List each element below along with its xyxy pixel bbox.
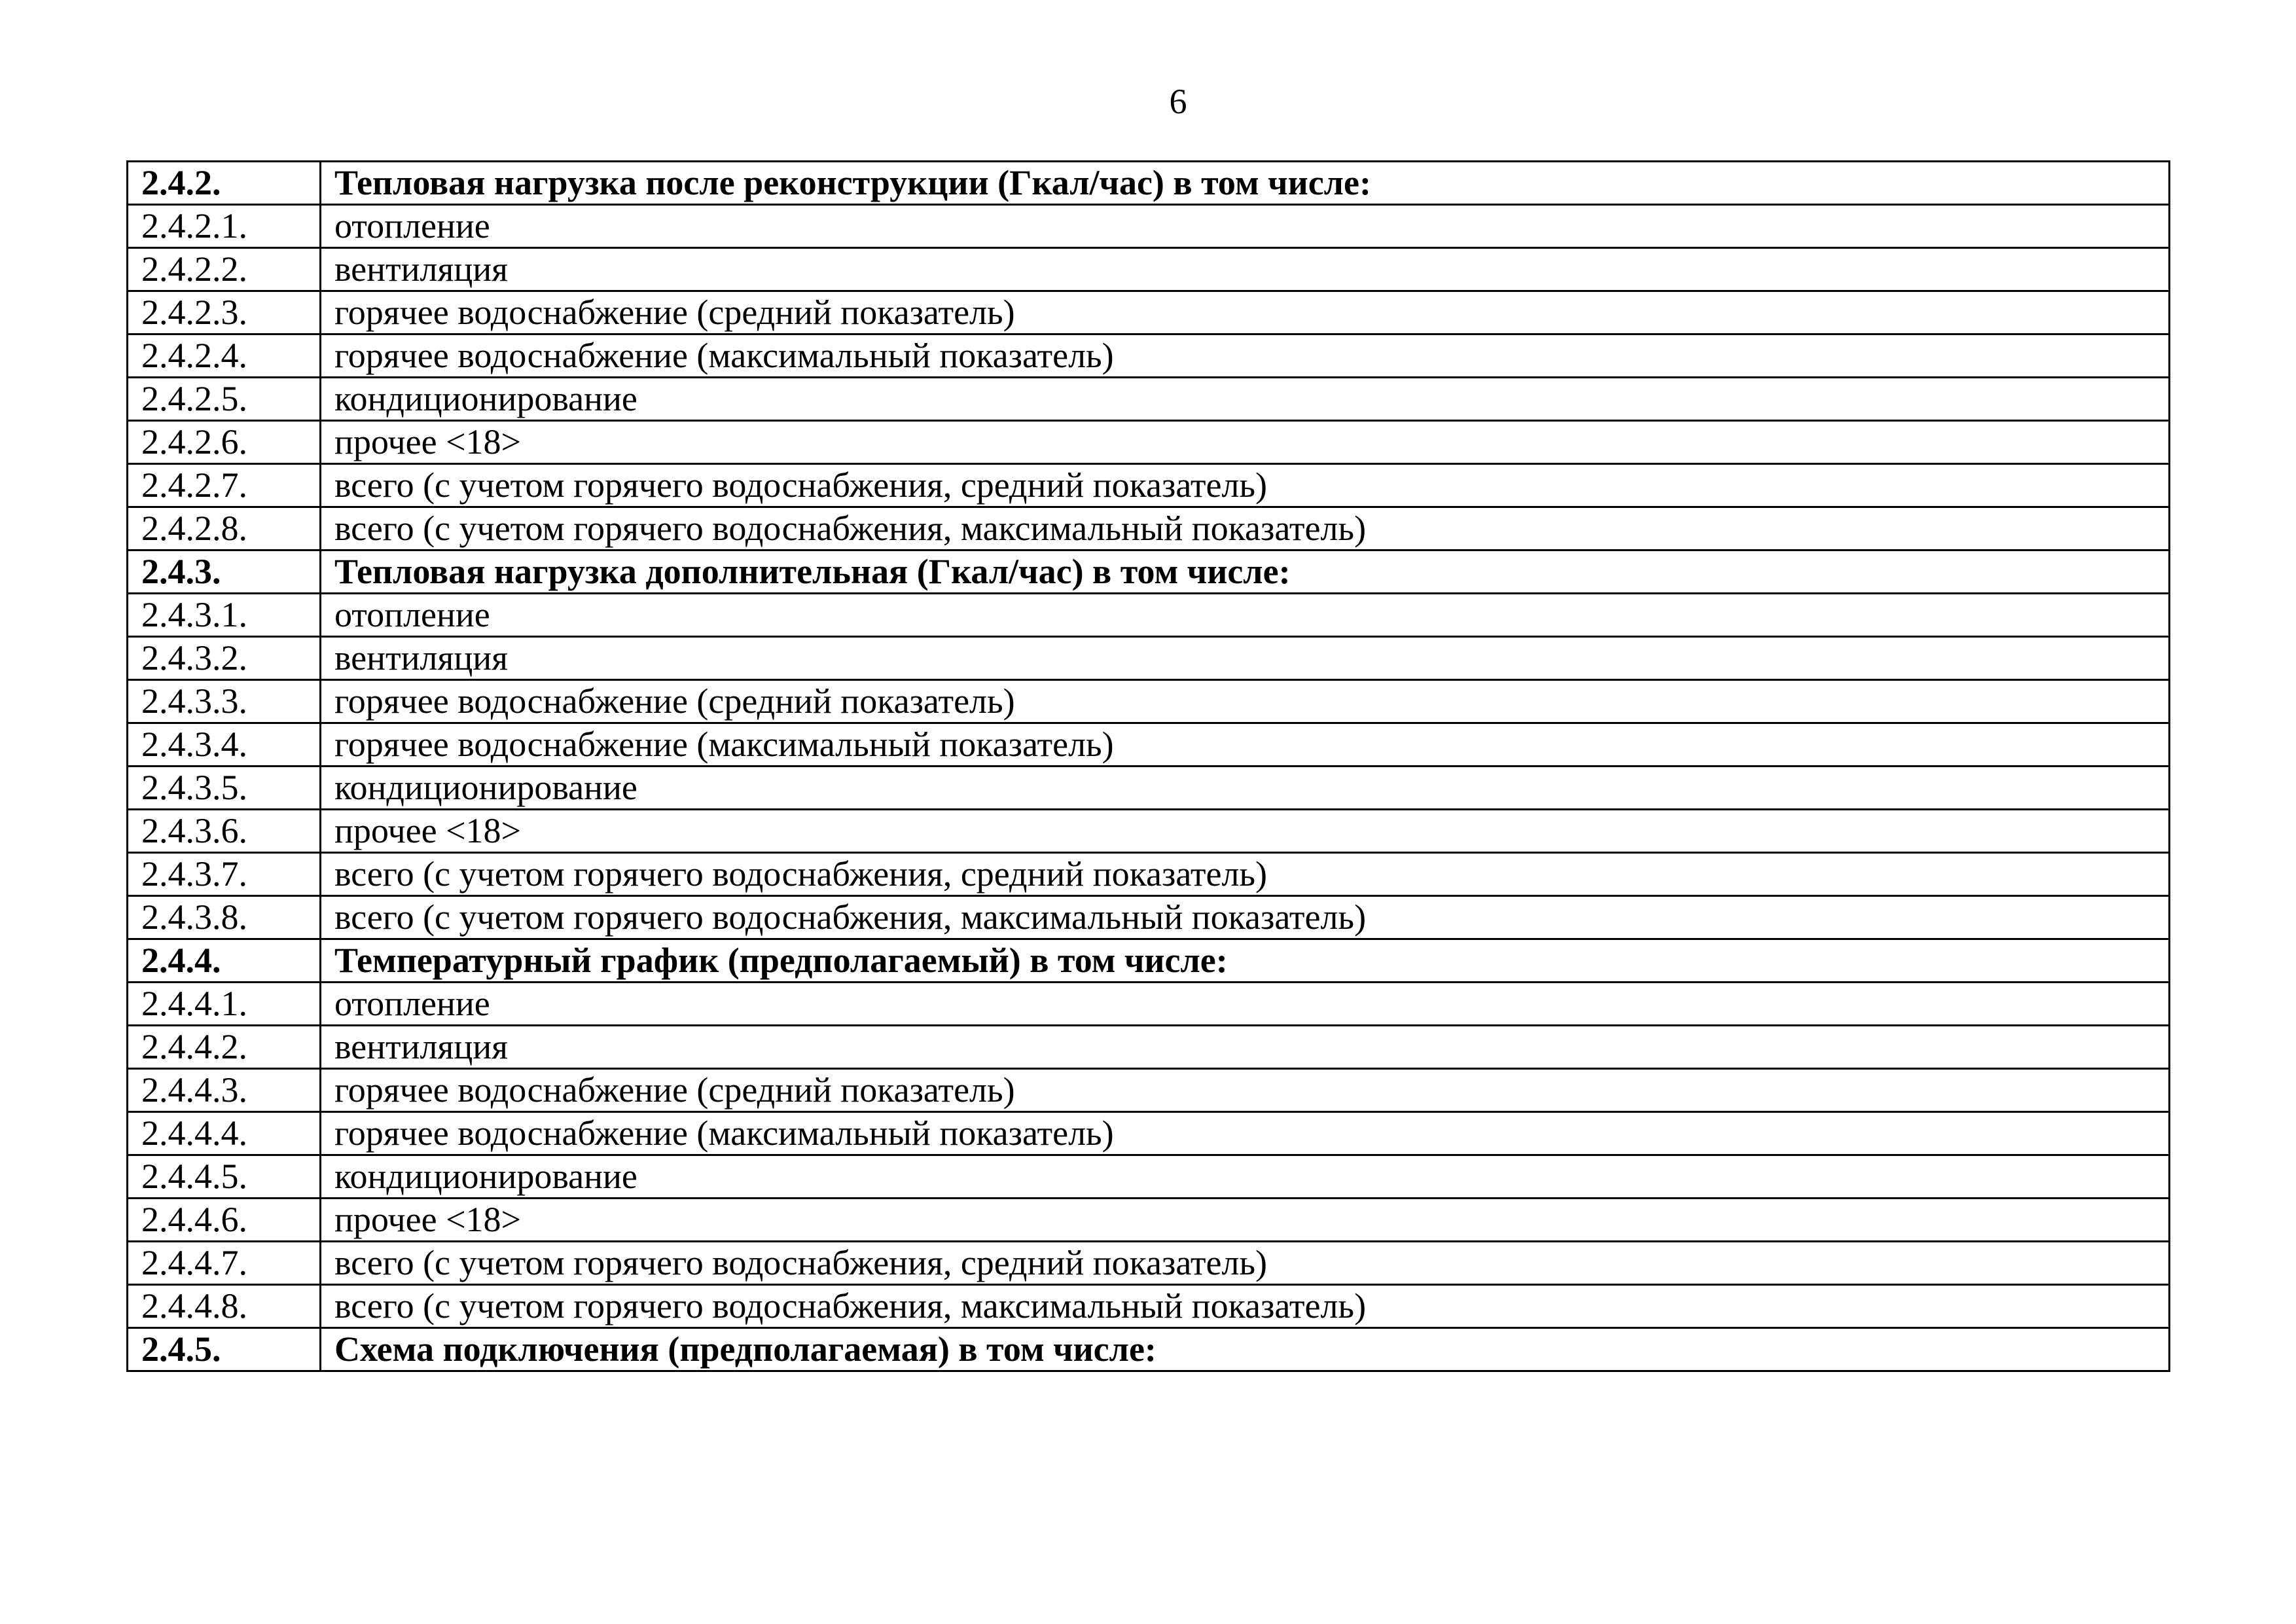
table-row bbox=[128, 1199, 2170, 1242]
row-description: горячее водоснабжение (средний показатель) bbox=[321, 680, 2170, 723]
row-number: 2.4.3.5. bbox=[128, 767, 321, 810]
table-row bbox=[128, 1155, 2170, 1199]
row-number: 2.4.4.8. bbox=[128, 1285, 321, 1328]
row-number: 2.4.2.7. bbox=[128, 464, 321, 507]
row-description: всего (с учетом горячего водоснабжения, средний показатель) bbox=[321, 853, 2170, 896]
section-header-row bbox=[128, 162, 2170, 205]
table-row bbox=[128, 507, 2170, 550]
table-row bbox=[128, 464, 2170, 507]
row-number: 2.4.2.2. bbox=[128, 248, 321, 291]
table-row bbox=[128, 723, 2170, 767]
row-description: всего (с учетом горячего водоснабжения, средний показатель) bbox=[321, 464, 2170, 507]
row-number: 2.4.5. bbox=[128, 1328, 321, 1371]
table-body bbox=[128, 162, 2170, 1371]
row-number: 2.4.3.4. bbox=[128, 723, 321, 767]
table-row bbox=[128, 291, 2170, 334]
row-number: 2.4.4.1. bbox=[128, 983, 321, 1026]
row-number: 2.4.2.8. bbox=[128, 507, 321, 550]
row-description: прочее <18> bbox=[321, 810, 2170, 853]
table-row bbox=[128, 1112, 2170, 1155]
row-description: кондиционирование bbox=[321, 378, 2170, 421]
table-row bbox=[128, 637, 2170, 680]
row-description: прочее <18> bbox=[321, 1199, 2170, 1242]
section-header-row bbox=[128, 1328, 2170, 1371]
row-description: всего (с учетом горячего водоснабжения, максимальный показатель) bbox=[321, 507, 2170, 550]
row-description: всего (с учетом горячего водоснабжения, средний показатель) bbox=[321, 1242, 2170, 1285]
row-description: горячее водоснабжение (средний показатель) bbox=[321, 291, 2170, 334]
row-number: 2.4.4.6. bbox=[128, 1199, 321, 1242]
row-description: отопление bbox=[321, 983, 2170, 1026]
row-number: 2.4.4. bbox=[128, 939, 321, 983]
row-number: 2.4.2.5. bbox=[128, 378, 321, 421]
row-description: вентиляция bbox=[321, 248, 2170, 291]
row-description: отопление bbox=[321, 594, 2170, 637]
row-description: Тепловая нагрузка дополнительная (Гкал/час) в том числе: bbox=[321, 550, 2170, 594]
form-table bbox=[126, 160, 2170, 1372]
section-header-row bbox=[128, 939, 2170, 983]
row-description: всего (с учетом горячего водоснабжения, максимальный показатель) bbox=[321, 1285, 2170, 1328]
row-number: 2.4.3.2. bbox=[128, 637, 321, 680]
row-description: горячее водоснабжение (максимальный показатель) bbox=[321, 723, 2170, 767]
table-row bbox=[128, 378, 2170, 421]
row-description: Температурный график (предполагаемый) в том числе: bbox=[321, 939, 2170, 983]
row-number: 2.4.3.1. bbox=[128, 594, 321, 637]
row-description: горячее водоснабжение (средний показатель) bbox=[321, 1069, 2170, 1112]
row-description: горячее водоснабжение (максимальный показатель) bbox=[321, 1112, 2170, 1155]
row-number: 2.4.4.2. bbox=[128, 1026, 321, 1069]
table-row bbox=[128, 594, 2170, 637]
table-row bbox=[128, 1242, 2170, 1285]
row-description: кондиционирование bbox=[321, 767, 2170, 810]
row-number: 2.4.4.3. bbox=[128, 1069, 321, 1112]
page-number: 6 bbox=[1169, 82, 1187, 121]
row-description: вентиляция bbox=[321, 637, 2170, 680]
row-description: отопление bbox=[321, 205, 2170, 248]
table-row bbox=[128, 767, 2170, 810]
row-description: Тепловая нагрузка после реконструкции (Гкал/час) в том числе: bbox=[321, 162, 2170, 205]
table-row bbox=[128, 1026, 2170, 1069]
row-number: 2.4.3. bbox=[128, 550, 321, 594]
row-number: 2.4.2.6. bbox=[128, 421, 321, 464]
row-number: 2.4.3.7. bbox=[128, 853, 321, 896]
row-description: прочее <18> bbox=[321, 421, 2170, 464]
row-number: 2.4.2.4. bbox=[128, 334, 321, 378]
section-header-row bbox=[128, 550, 2170, 594]
row-description: горячее водоснабжение (максимальный показатель) bbox=[321, 334, 2170, 378]
row-number: 2.4.3.6. bbox=[128, 810, 321, 853]
row-description: вентиляция bbox=[321, 1026, 2170, 1069]
row-description: Схема подключения (предполагаемая) в том числе: bbox=[321, 1328, 2170, 1371]
row-number: 2.4.4.5. bbox=[128, 1155, 321, 1199]
table-row bbox=[128, 205, 2170, 248]
row-number: 2.4.3.3. bbox=[128, 680, 321, 723]
table-row bbox=[128, 680, 2170, 723]
table-row bbox=[128, 334, 2170, 378]
row-number: 2.4.4.7. bbox=[128, 1242, 321, 1285]
row-description: всего (с учетом горячего водоснабжения, максимальный показатель) bbox=[321, 896, 2170, 939]
row-number: 2.4.2.1. bbox=[128, 205, 321, 248]
table-row bbox=[128, 853, 2170, 896]
row-number: 2.4.3.8. bbox=[128, 896, 321, 939]
row-number: 2.4.2.3. bbox=[128, 291, 321, 334]
table-row bbox=[128, 810, 2170, 853]
table-row bbox=[128, 896, 2170, 939]
table-row bbox=[128, 983, 2170, 1026]
table-row bbox=[128, 248, 2170, 291]
table-row bbox=[128, 1285, 2170, 1328]
row-description: кондиционирование bbox=[321, 1155, 2170, 1199]
row-number: 2.4.4.4. bbox=[128, 1112, 321, 1155]
row-number: 2.4.2. bbox=[128, 162, 321, 205]
table-row bbox=[128, 421, 2170, 464]
table-row bbox=[128, 1069, 2170, 1112]
